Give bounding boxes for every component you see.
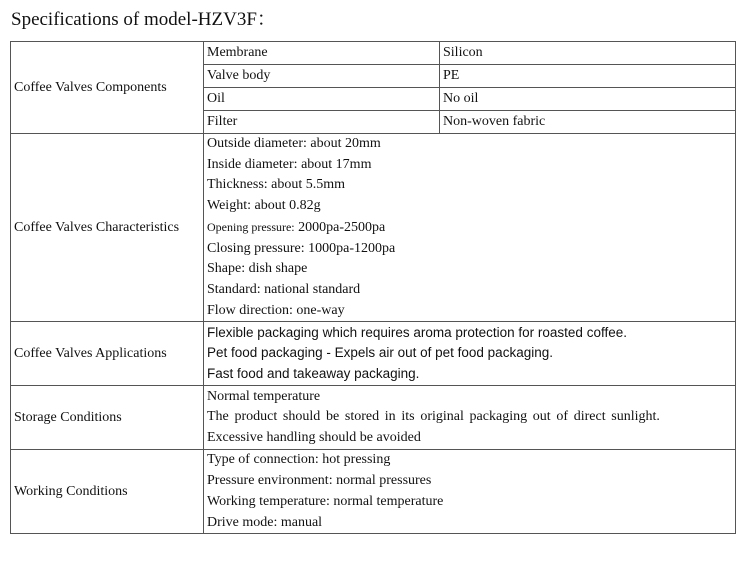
- component-value: No oil: [440, 88, 736, 111]
- component-name: Valve body: [204, 65, 440, 88]
- component-name: Membrane: [204, 42, 440, 65]
- list-item: Shape: dish shape: [207, 261, 308, 277]
- component-value: Silicon: [440, 42, 736, 65]
- component-value: Non-woven fabric: [440, 111, 736, 134]
- specifications-table: [10, 41, 736, 534]
- section-label-characteristics: Coffee Valves Characteristics: [11, 134, 204, 322]
- table-row: [11, 42, 736, 65]
- component-value: PE: [440, 65, 736, 88]
- list-item: Fast food and takeaway packaging.: [207, 366, 420, 382]
- section-label-working: Working Conditions: [11, 450, 204, 534]
- list-item: Pet food packaging - Expels air out of pet food packaging.: [207, 345, 553, 361]
- list-item: Working temperature: normal temperature: [207, 493, 444, 509]
- table-row: [11, 134, 736, 322]
- list-item: Closing pressure: 1000pa-1200pa: [207, 240, 396, 256]
- page-title: Specifications of model-HZV3F：: [11, 9, 276, 30]
- section-label-applications: Coffee Valves Applications: [11, 322, 204, 386]
- list-item: Flow direction: one-way: [207, 302, 345, 318]
- table-row: [11, 450, 736, 534]
- list-item: The product should be stored in its original packaging out of direct sunlight.: [207, 409, 660, 425]
- list-item: Thickness: about 5.5mm: [207, 177, 346, 193]
- section-label-storage: Storage Conditions: [11, 386, 204, 450]
- list-item: Drive mode: manual: [207, 514, 323, 530]
- list-item: Outside diameter: about 20mm: [207, 136, 381, 151]
- section-label-components: Coffee Valves Components: [11, 42, 204, 134]
- list-item: Flexible packaging which requires aroma protection for roasted coffee.: [207, 324, 627, 340]
- list-item: Type of connection: hot pressing: [207, 452, 391, 468]
- component-name: Oil: [204, 88, 440, 111]
- applications-list: [204, 322, 736, 386]
- list-item: Weight: about 0.82g: [207, 198, 321, 214]
- list-item: Inside diameter: about 17mm: [207, 156, 372, 172]
- list-item: Excessive handling should be avoided: [207, 430, 421, 446]
- list-item: Normal temperature: [207, 388, 321, 404]
- table-row: [11, 322, 736, 386]
- table-row: [11, 386, 736, 450]
- opening-pressure-label: Opening pressure:: [207, 219, 295, 234]
- characteristics-list: [204, 134, 736, 322]
- list-item: Standard: national standard: [207, 281, 361, 297]
- list-item: Pressure environment: normal pressures: [207, 473, 432, 489]
- working-list: [204, 450, 736, 534]
- opening-pressure-value: 2000pa-2500pa: [294, 219, 386, 235]
- storage-list: [204, 386, 736, 450]
- component-name: Filter: [204, 111, 440, 134]
- list-item: [207, 217, 735, 239]
